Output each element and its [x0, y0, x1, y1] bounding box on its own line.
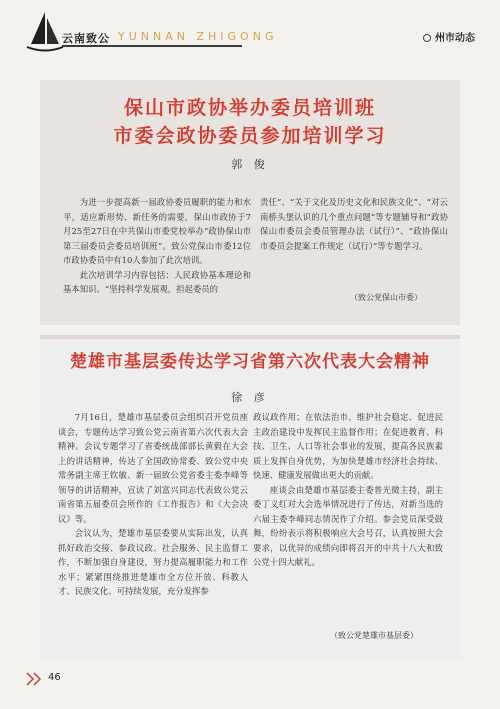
- article2-right-column: [253, 410, 443, 570]
- chevron-right-icon: [25, 672, 45, 686]
- section-tag: [423, 29, 475, 44]
- page-header: [0, 0, 500, 60]
- circle-icon: [423, 34, 431, 42]
- article1-title-line1: 保山市政协举办委员培训班: [123, 97, 376, 119]
- article-baoshan: [40, 80, 460, 325]
- article2-source: （致公党楚雄市基层委）: [330, 631, 418, 640]
- sailboat-logo-icon: [25, 10, 65, 54]
- article1-title-line2: 市委会政协委员参加培训学习: [113, 125, 387, 147]
- article2-paragraph: 7月16日，楚雄市基层委员会组织召开党员座谈会，专题传达学习致公党云南省第六次代表大会精神。会议专题学习了省委统战部部长黄毅在大会上的讲话精神，传达了全国政协常委、致公党中央常务副主席王钦敏、新一届致公党省委主委李峰等领导的讲话精神，宣读了刘富兴同志代表致公党云南省第五届委员会所作的《工作报告》和《大会决议》等。: [58, 412, 248, 524]
- article1-title: [40, 94, 460, 150]
- brand-english: YUNNAN ZHIGONG: [118, 30, 278, 43]
- article2-paragraph: 座谈会由楚雄市基层委主委普光微主持，副主委丁义红对大会选举情况进行了传达，对新当选的六届主委李峰同志情况作了介绍。参会党员深受鼓舞，纷纷表示将积极响应大会号召，认真按照大会要求，以优异的成绩向即将召开的中共十八大和致公党十四大献礼。: [253, 484, 443, 567]
- section-label: 州市动态: [435, 33, 475, 44]
- article2-paragraph: 会议认为，楚雄市基层委要从实际出发，认真抓好政治交接、参政议政、社会服务、民主监督工作，不断加强自身建设，努力提高履职能力和工作水平；紧紧围绕推进楚雄市全方位开放、科教人才、民族文化、可持续发展，充分发挥参: [58, 528, 248, 596]
- article2-paragraph: 政议政作用；在依法治市、维护社会稳定、促进民主政治建设中发挥民主监督作用；在促进教育、科技、卫生、人口等社会事业的发展，提高各民族素质上发挥自身优势，为加快楚雄市经济社会持续、快速、健康发展做出更大的贡献。: [253, 412, 443, 480]
- header-divider: [62, 45, 242, 47]
- article1-right-column: [260, 195, 448, 253]
- article1-source: （致公党保山市委）: [350, 293, 422, 302]
- article2-author: 徐 彦: [231, 391, 269, 404]
- article2-left-column: [58, 410, 248, 599]
- brand-chinese: 云南致公: [62, 32, 110, 45]
- article1-paragraph: 此次培训学习内容包括：人民政协基本理论和基本知识、“坚持科学发展观，担起委员的: [63, 269, 251, 294]
- page-number: 46: [48, 672, 61, 683]
- article1-paragraph: 责任”、“关于文化及历史文化和民族文化”、“对云南桥头堡认识的几个重点问题”等专题辅导和“政协保山市委员会委员管理办法（试行）”、“政协保山市委员会提案工作规定（试行）”等专题学习。: [260, 197, 448, 251]
- article1-author: 郭 俊: [231, 158, 269, 171]
- article1-left-column: [63, 195, 251, 297]
- article2-title: 楚雄市基层委传达学习省第六次代表大会精神: [70, 352, 430, 372]
- article1-paragraph: 为进一步提高新一届政协委员履职的能力和水平，适应新形势、新任务的需要，保山市政协于7月25至27日在中共保山市委党校举办“政协保山市第三届委员会委员培训班”。致公党保山市委12位市政协委员中有10人参加了此次培训。: [63, 197, 251, 265]
